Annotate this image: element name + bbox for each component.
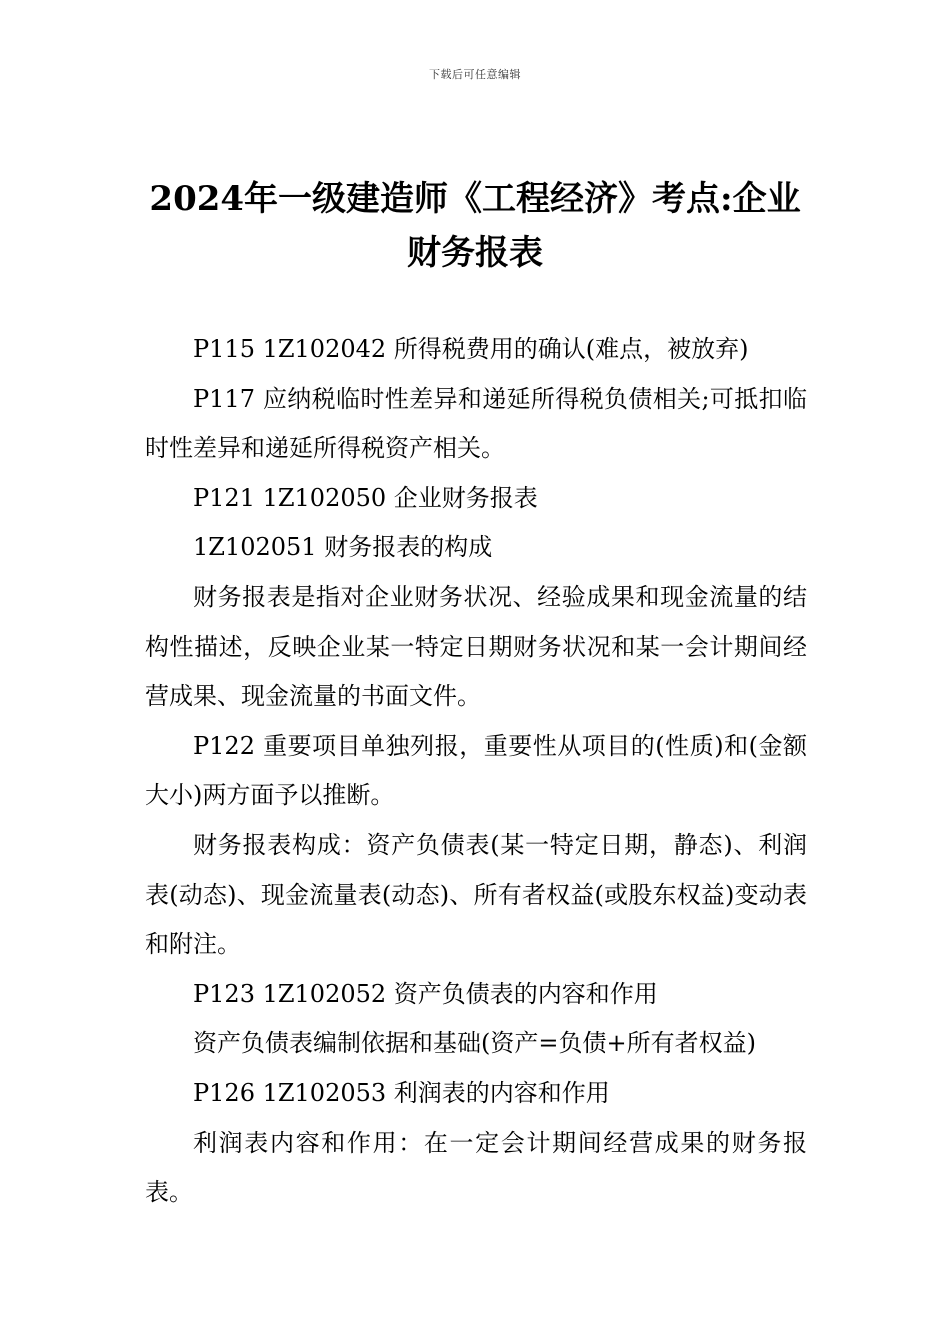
header-note: 下载后可任意编辑 bbox=[429, 68, 521, 81]
paragraph: 资产负债表编制依据和基础(资产=负债+所有者权益) bbox=[193, 1029, 756, 1058]
paragraph: 1Z102051 财务报表的构成 bbox=[193, 533, 493, 562]
paragraph: P117 应纳税临时性差异和递延所得税负债相关;可抵扣临时性差异和递延所得税资产相关。 bbox=[145, 384, 807, 463]
document-title: 2024年一级建造师《工程经济》考点:企业财务报表 bbox=[149, 179, 801, 273]
paragraph: 财务报表构成：资产负债表(某一特定日期，静态)、利润表(动态)、现金流量表(动态)、所有者权益(或股东权益)变动表和附注。 bbox=[145, 830, 807, 959]
paragraph: P122 重要项目单独列报，重要性从项目的(性质)和(金额大小)两方面予以推断。 bbox=[145, 731, 807, 810]
paragraph: P123 1Z102052 资产负债表的内容和作用 bbox=[193, 979, 658, 1008]
paragraph: 财务报表是指对企业财务状况、经验成果和现金流量的结构性描述，反映企业某一特定日期财务状况和某一会计期间经营成果、现金流量的书面文件。 bbox=[145, 582, 807, 711]
paragraph: P115 1Z102042 所得税费用的确认(难点，被放弃) bbox=[193, 335, 749, 363]
paragraph: P126 1Z102053 利润表的内容和作用 bbox=[193, 1078, 610, 1107]
paragraph: P121 1Z102050 企业财务报表 bbox=[193, 483, 538, 512]
paragraph: 利润表内容和作用：在一定会计期间经营成果的财务报表。 bbox=[145, 1128, 807, 1207]
document-body bbox=[145, 325, 807, 1218]
